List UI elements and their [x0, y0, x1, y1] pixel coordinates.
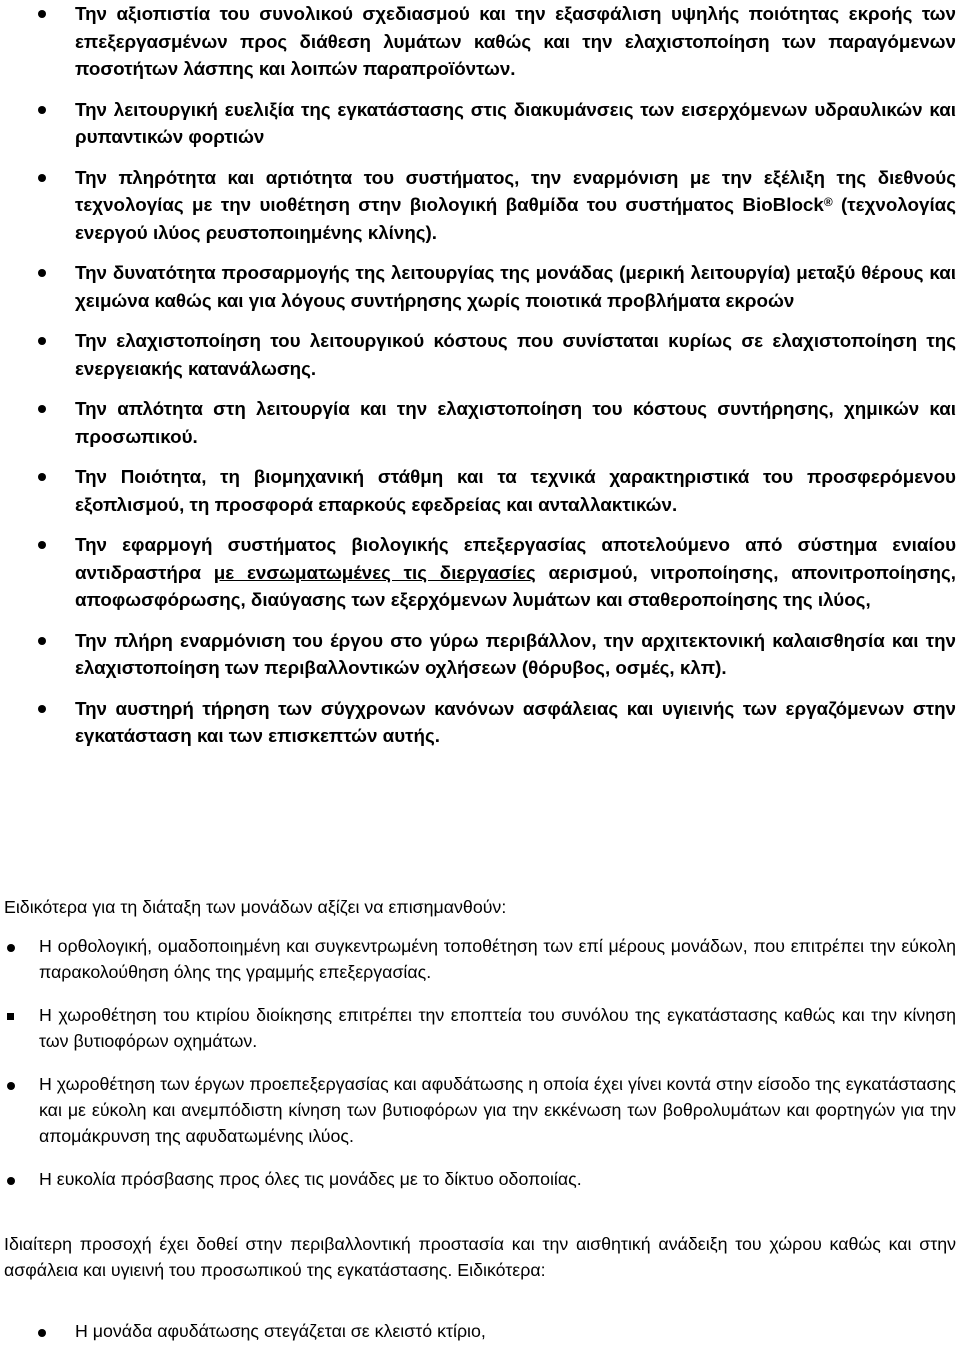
list-item-text: Την ελαχιστοποίηση του λειτουργικού κόστους που συνίσταται κυρίως σε ελαχιστοποίηση της ενεργειακής κατανάλωσης.	[75, 330, 956, 379]
bullet-icon	[38, 541, 46, 549]
list-item	[0, 933, 960, 985]
list-item	[0, 1071, 960, 1149]
bullet-icon	[38, 174, 46, 182]
layout-features-list	[0, 933, 960, 1209]
list-item-text: Η χωροθέτηση των έργων προεπεξεργασίας και αφυδάτωσης η οποία έχει γίνει κοντά στην είσοδο της εγκατάστασης και με εύκολη και ανεμπόδιστη κίνηση των βυτιοφόρων για την εκκένωση των βοθρολυμάτων και φορτηγών για την απομάκρυνση της αφυδατωμένης ιλύος.	[39, 1074, 956, 1146]
list-item	[0, 1166, 960, 1192]
list-item	[0, 695, 960, 750]
list-item-text: Την δυνατότητα προσαρμογής της λειτουργίας της μονάδας (μερική λειτουργία) μεταξύ θέρους και χειμώνα καθώς και για λόγους συντήρησης χωρίς ποιοτικά προβλήματα εκροών	[75, 262, 956, 311]
list-item	[0, 627, 960, 682]
list-item	[0, 1002, 960, 1054]
list-item-text-tail: αερισμού, νιτροποίησης, απονιτροποίησης, αποφωσφόρωσης, διαύγασης των εξερχόμενων λυμάτων και σταθεροποίησης της ιλύος,	[75, 561, 957, 610]
list-item-text: Η μονάδα αφυδάτωσης στεγάζεται σε κλειστό κτίριο,	[75, 1321, 486, 1341]
list-item	[0, 1318, 960, 1344]
square-bullet-icon	[7, 1013, 14, 1020]
list-item-text: Την εφαρμογή συστήματος βιολογικής επεξεργασίας αποτελούμενο από σύστημα ενιαίου αντιδραστήρα	[75, 534, 956, 583]
list-item-text: Την πλήρη εναρμόνιση του έργου στο γύρω περιβάλλον, την αρχιτεκτονική καλαισθησία και την ελαχιστοποίηση των περιβαλλοντικών οχλήσεων (θόρυβος, οσμές, κλπ).	[75, 629, 956, 678]
list-item	[0, 395, 960, 450]
registered-mark: ®	[823, 195, 833, 209]
list-item-text: Η ευκολία πρόσβασης προς όλες τις μονάδες με το δίκτυο οδοποιίας.	[39, 1169, 582, 1189]
list-item	[0, 327, 960, 382]
list-item-text: Η ορθολογική, ομαδοποιημένη και συγκεντρωμένη τοποθέτηση των επί μέρους μονάδων, που επιτρέπει την εύκολη παρακολούθηση όλης της γραμμής επεξεργασίας.	[39, 936, 956, 982]
underlined-phrase: με ενσωματωμένες τις διεργασίες	[213, 561, 536, 583]
bullet-icon	[38, 1329, 46, 1337]
bullet-icon	[38, 337, 46, 345]
bullet-icon	[7, 1177, 15, 1185]
list-item-text: Την πληρότητα και αρτιότητα του συστήματος, την εναρμόνιση με την εξέλιξη της διεθνούς τεχνολογίας με την υιοθέτηση στην βιολογική βαθμίδα του συστήματος BioBlock	[75, 166, 956, 215]
list-item-text: Την λειτουργική ευελιξία της εγκατάστασης στις διακυμάνσεις των εισερχόμενων υδραυλικών και ρυπαντικών φορτιών	[75, 98, 956, 147]
list-item	[0, 531, 960, 614]
bullet-icon	[38, 106, 46, 114]
list-item	[0, 96, 960, 151]
list-item-text: Την αυστηρή τήρηση των σύγχρονων κανόνων ασφάλειας και υγιεινής των εργαζόμενων στην εγκατάσταση και των επισκεπτών αυτής.	[75, 697, 956, 746]
list-item	[0, 164, 960, 247]
bullet-icon	[38, 473, 46, 481]
list-item	[0, 463, 960, 518]
bullet-icon	[38, 637, 46, 645]
bullet-icon	[38, 10, 46, 18]
list-item-text: Την αξιοπιστία του συνολικού σχεδιασμού και την εξασφάλιση υψηλής ποιότητας εκροής των επεξεργασμένων προς διάθεση λυμάτων καθώς και την ελαχιστοποίηση των παραγόμενων ποσοτήτων λάσπης και λοιπών παραπροϊόντων.	[75, 3, 956, 79]
bullet-icon	[38, 405, 46, 413]
bullet-icon	[7, 944, 15, 952]
section-intro-paragraph: Ειδικότερα για τη διάταξη των μονάδων αξίζει να επισημανθούν:	[4, 897, 507, 917]
list-item-text-tail: (τεχνολογίας ενεργού ιλύος ρευστοποιημένης κλίνης).	[75, 194, 956, 243]
list-item-text: Την Ποιότητα, τη βιομηχανική στάθμη και τα τεχνικά χαρακτηριστικά του προσφερόμενου εξοπλισμού, τη προσφορά επαρκούς εφεδρείας και ανταλλακτικών.	[75, 466, 956, 515]
list-item	[0, 0, 960, 83]
list-item-text: Η χωροθέτηση του κτιρίου διοίκησης επιτρέπει την εποπτεία του συνόλου της εγκατάστασης καθώς και την κίνηση των βυτιοφόρων οχημάτων.	[39, 1005, 956, 1051]
environment-measures-list	[0, 1318, 960, 1344]
list-item-text: Την απλότητα στη λειτουργία και την ελαχιστοποίηση του κόστους συντήρησης, χημικών και προσωπικού.	[75, 398, 956, 447]
bullet-icon	[38, 705, 46, 713]
bullet-icon	[7, 1082, 15, 1090]
environment-paragraph: Ιδιαίτερη προσοχή έχει δοθεί στην περιβαλλοντική προστασία και την αισθητική ανάδειξη του χώρου καθώς και στην ασφάλεια και υγιεινή του προσωπικού της εγκατάστασης. Ειδικότερα:	[4, 1234, 956, 1280]
bullet-icon	[38, 269, 46, 277]
list-item	[0, 259, 960, 314]
